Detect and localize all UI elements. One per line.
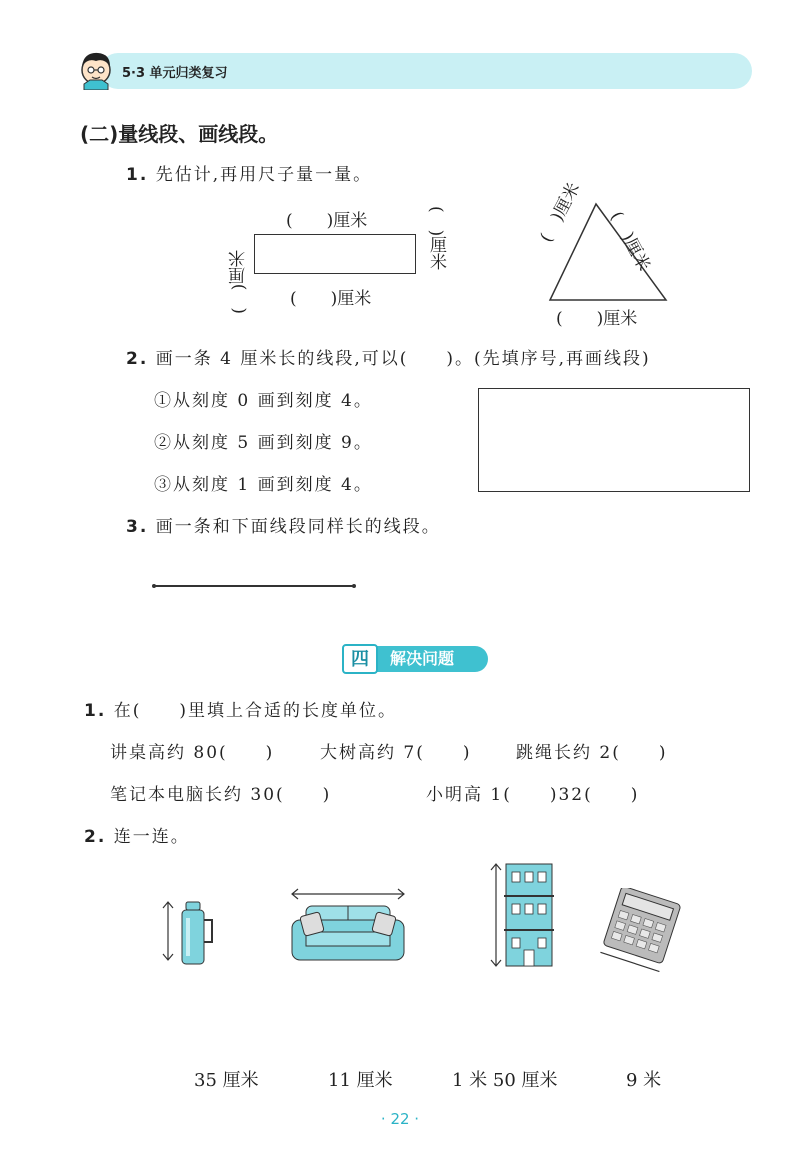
rect-bottom-blank[interactable]: ( )厘米 <box>290 289 372 309</box>
building-icon[interactable] <box>486 860 556 970</box>
rect-left-blank[interactable]: ( )厘米 <box>229 249 249 314</box>
section-4-header <box>342 644 488 674</box>
triangle-left-blank[interactable]: ( )厘米 <box>536 179 585 246</box>
reference-segment <box>154 585 354 587</box>
problem-1: 1. 在( )里填上合适的长度单位。 <box>84 701 397 721</box>
problem-2: 2. 连一连。 <box>84 827 190 847</box>
answer-11cm[interactable]: 11 厘米 <box>328 1070 393 1091</box>
measure-rectangle <box>254 234 416 274</box>
calculator-icon[interactable] <box>598 888 688 972</box>
blank-laptop[interactable]: 笔记本电脑长约 30( ) <box>110 785 332 805</box>
option-3: ③从刻度 1 画到刻度 4。 <box>154 475 373 495</box>
answer-35cm[interactable]: 35 厘米 <box>194 1070 259 1091</box>
blank-rope[interactable]: 跳绳长约 2( ) <box>516 743 668 763</box>
question-3: 3. 画一条和下面线段同样长的线段。 <box>126 517 441 537</box>
segment-endpoint <box>352 584 356 588</box>
header-title: 5·3 单元归类复习 <box>122 66 228 81</box>
rect-top-blank[interactable]: ( )厘米 <box>286 211 368 231</box>
answer-1m50cm[interactable]: 1 米 50 厘米 <box>452 1070 558 1091</box>
segment-endpoint <box>152 584 156 588</box>
section-title: (二)量线段、画线段。 <box>80 122 279 146</box>
blank-xiaoming[interactable]: 小明高 1( )32( ) <box>426 785 640 805</box>
thermos-icon[interactable] <box>160 898 220 968</box>
blank-desk[interactable]: 讲桌高约 80( ) <box>110 743 275 763</box>
triangle-bottom-blank[interactable]: ( )厘米 <box>556 309 638 329</box>
option-1: ①从刻度 0 画到刻度 4。 <box>154 391 373 411</box>
section-4-badge: 四 <box>342 644 378 674</box>
drawing-box[interactable] <box>478 388 750 492</box>
sofa-icon[interactable] <box>286 886 410 968</box>
blank-tree[interactable]: 大树高约 7( ) <box>320 743 472 763</box>
rect-right-blank[interactable]: ( )厘米 <box>426 206 446 271</box>
student-avatar-icon <box>74 46 118 90</box>
question-1: 1. 先估计,再用尺子量一量。 <box>126 165 373 185</box>
triangle-right-blank[interactable]: ( )厘米 <box>605 208 654 275</box>
section-4-title: 解决问题 <box>376 646 488 672</box>
answer-9m[interactable]: 9 米 <box>626 1070 662 1091</box>
option-2: ②从刻度 5 画到刻度 9。 <box>154 433 373 453</box>
question-2: 2. 画一条 4 厘米长的线段,可以( )。(先填序号,再画线段) <box>126 349 651 369</box>
page-number: · 22 · <box>380 1110 420 1128</box>
